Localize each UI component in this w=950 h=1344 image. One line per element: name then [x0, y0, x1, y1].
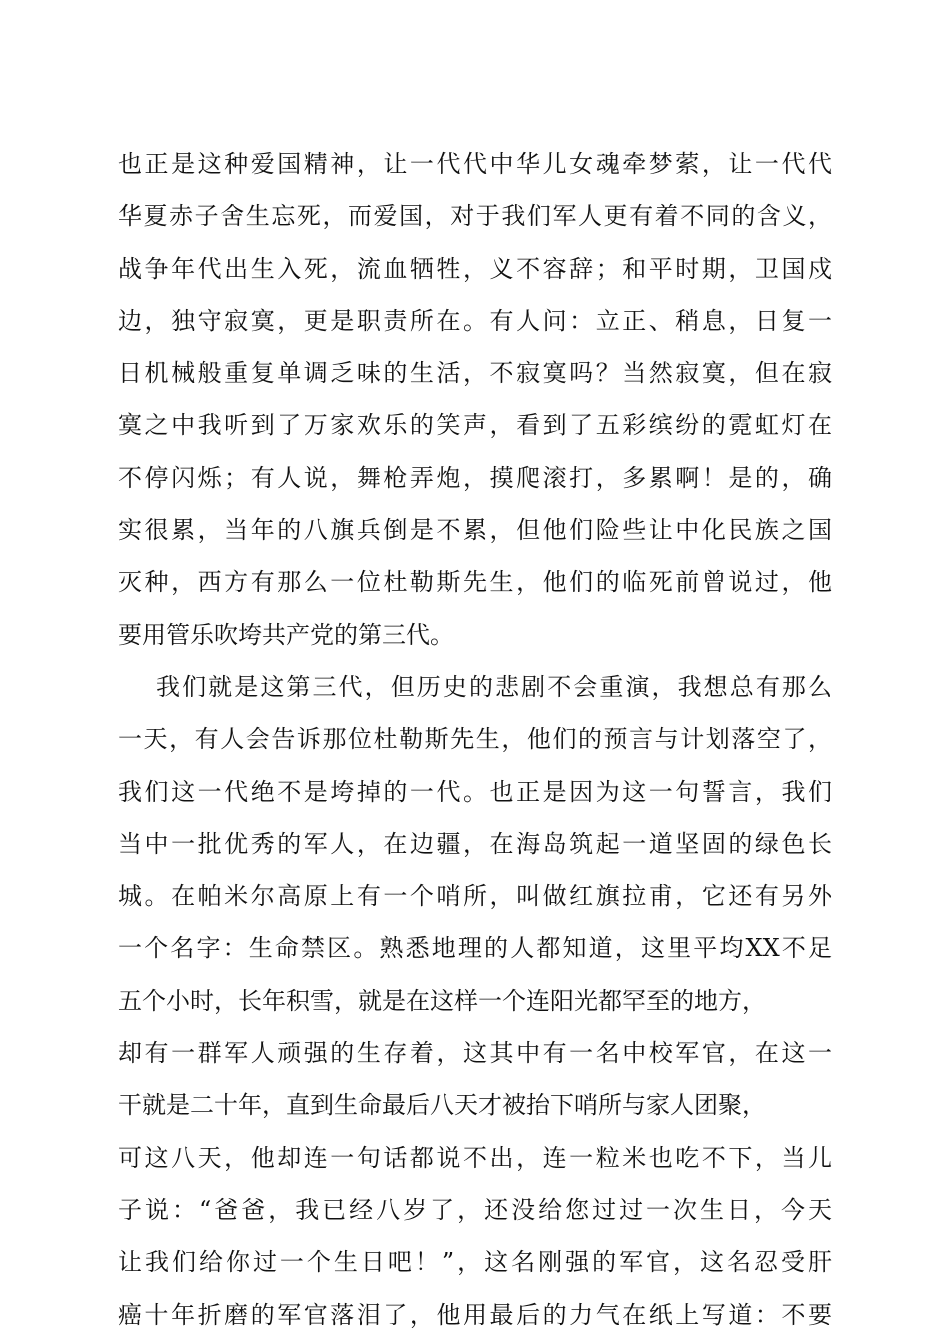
text-line: 我们就是这第三代，但历史的悲剧不会重演，我想总有那么: [156, 672, 832, 701]
text-line: 寞之中我听到了万家欢乐的笑声，看到了五彩缤纷的霓虹灯在: [118, 411, 832, 440]
text-line: 却有一群军人顽强的生存着，这其中有一名中校军官，在这一: [118, 1039, 832, 1068]
text-line: 当中一批优秀的军人，在边疆，在海岛筑起一道坚固的绿色长: [118, 829, 832, 858]
document-body: [118, 138, 832, 1341]
text-line: 日机械般重复单调乏味的生活，不寂寞吗？当然寂寞，但在寂: [118, 359, 832, 388]
text-line: 要用管乐吹垮共产党的第三代。: [118, 620, 454, 649]
text-line: 五个小时，长年积雪，就是在这样一个连阳光都罕至的地方，: [118, 986, 766, 1015]
text-line: 让我们给你过一个生日吧！”，这名刚强的军官，这名忍受肝: [118, 1248, 832, 1277]
text-line: 战争年代出生入死，流血牺牲，义不容辞；和平时期，卫国戍: [118, 254, 832, 283]
paragraph-2: [118, 661, 832, 1341]
text-line: 子说：“爸爸，我已经八岁了，还没给您过过一次生日，今天: [118, 1195, 832, 1224]
text-line: 可这八天，他却连一句话都说不出，连一粒米也吃不下，当儿: [118, 1143, 832, 1172]
text-line: 实很累，当年的八旗兵倒是不累，但他们险些让中化民族之国: [118, 516, 832, 545]
text-line: 一天，有人会告诉那位杜勒斯先生，他们的预言与计划落空了，: [118, 725, 832, 754]
text-line: 我们这一代绝不是垮掉的一代。也正是因为这一句誓言，我们: [118, 777, 832, 806]
text-line: 也正是这种爱国精神，让一代代中华儿女魂牵梦萦，让一代代: [118, 150, 832, 178]
text-line: 一个名字：生命禁区。熟悉地理的人都知道，这里平均XX不足: [118, 934, 832, 963]
text-line: 城。在帕米尔高原上有一个哨所，叫做红旗拉甫，它还有另外: [118, 882, 832, 911]
text-line: 癌十年折磨的军官落泪了，他用最后的力气在纸上写道：不要: [118, 1300, 832, 1329]
text-line: 不停闪烁；有人说，舞枪弄炮，摸爬滚打，多累啊！是的，确: [118, 463, 832, 492]
text-line: 干就是二十年，直到生命最后八天才被抬下哨所与家人团聚，: [118, 1091, 766, 1120]
text-line: 灭种，西方有那么一位杜勒斯先生，他们的临死前曾说过，他: [118, 568, 832, 597]
paragraph-1: [118, 138, 832, 661]
text-line: 边，独守寂寞，更是职责所在。有人问：立正、稍息，日复一: [118, 306, 832, 335]
text-line: 华夏赤子舍生忘死，而爱国，对于我们军人更有着不同的含义，: [118, 202, 832, 231]
